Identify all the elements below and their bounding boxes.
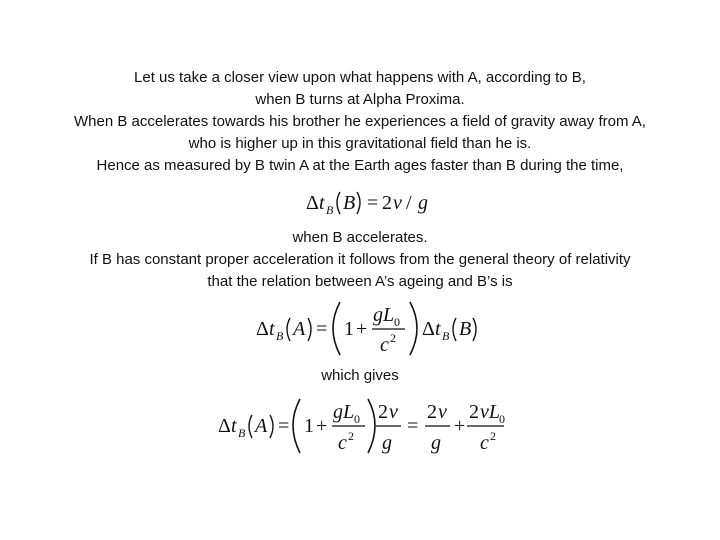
equation-result — [214, 395, 504, 457]
svg-text:=: = — [367, 192, 379, 214]
intro-line-4: who is higher up in this gravitational field than he is. — [188, 135, 532, 152]
intro-line-1: Let us take a closer view upon what happens with A, according to B, — [134, 69, 586, 86]
svg-text:Δ: Δ — [306, 192, 319, 214]
svg-text:B: B — [442, 329, 450, 343]
svg-text:c: c — [480, 432, 489, 454]
svg-text:0: 0 — [354, 412, 360, 426]
svg-text:t: t — [319, 192, 325, 214]
svg-text:Δ: Δ — [218, 415, 231, 437]
svg-text:vL: vL — [480, 401, 500, 423]
intro-line-3: When B accelerates towards his brother he experiences a field of gravity away from A, — [74, 113, 646, 130]
svg-text:B: B — [459, 318, 472, 340]
intro-paragraph — [0, 67, 720, 177]
equation-ageing-relation — [252, 298, 492, 358]
which-gives-text — [0, 365, 720, 387]
svg-text:B: B — [276, 329, 284, 343]
equation-time-b — [300, 184, 440, 220]
svg-text:/: / — [406, 192, 412, 214]
svg-text:c: c — [338, 432, 347, 454]
svg-text:t: t — [435, 318, 441, 340]
middle-paragraph — [0, 227, 720, 293]
svg-text:A: A — [255, 415, 268, 437]
svg-text:2: 2 — [382, 192, 392, 214]
svg-text:t: t — [231, 415, 237, 437]
svg-text:2: 2 — [469, 401, 479, 423]
svg-text:0: 0 — [499, 412, 505, 426]
svg-text:v: v — [393, 192, 402, 214]
svg-text:2: 2 — [348, 429, 354, 443]
svg-text:c: c — [380, 334, 389, 356]
svg-text:2: 2 — [490, 429, 496, 443]
svg-text:0: 0 — [394, 315, 400, 329]
svg-text:gL: gL — [333, 401, 355, 423]
svg-text:+: + — [454, 415, 466, 437]
svg-text:1: 1 — [304, 415, 314, 437]
middle-line-2: If B has constant proper acceleration it follows from the general theory of relativity — [89, 251, 631, 268]
svg-text:gL: gL — [373, 304, 395, 326]
svg-text:2: 2 — [390, 331, 396, 345]
svg-text:=: = — [278, 415, 290, 437]
svg-text:2: 2 — [427, 401, 437, 423]
middle-line-1: when B accelerates. — [292, 229, 428, 246]
svg-text:B: B — [238, 426, 246, 440]
svg-text:B: B — [343, 192, 356, 214]
svg-text:+: + — [316, 415, 328, 437]
svg-text:A: A — [293, 318, 306, 340]
svg-text:g: g — [431, 432, 441, 454]
svg-text:Δ: Δ — [256, 318, 269, 340]
svg-text:g: g — [382, 432, 392, 454]
svg-text:Δ: Δ — [422, 318, 435, 340]
svg-text:2: 2 — [378, 401, 388, 423]
svg-text:B: B — [326, 203, 334, 217]
svg-text:+: + — [356, 318, 368, 340]
svg-text:1: 1 — [344, 318, 354, 340]
intro-line-5: Hence as measured by B twin A at the Earth ages faster than B during the time, — [96, 157, 624, 174]
middle-line-3: that the relation between A’s ageing and B’s is — [207, 273, 513, 290]
svg-text:=: = — [316, 318, 328, 340]
intro-line-2: when B turns at Alpha Proxima. — [255, 91, 465, 108]
svg-text:v: v — [389, 401, 398, 423]
svg-text:t: t — [269, 318, 275, 340]
svg-text:g: g — [418, 192, 428, 214]
which-gives-line: which gives — [321, 367, 399, 384]
svg-text:=: = — [407, 415, 419, 437]
svg-text:v: v — [438, 401, 447, 423]
